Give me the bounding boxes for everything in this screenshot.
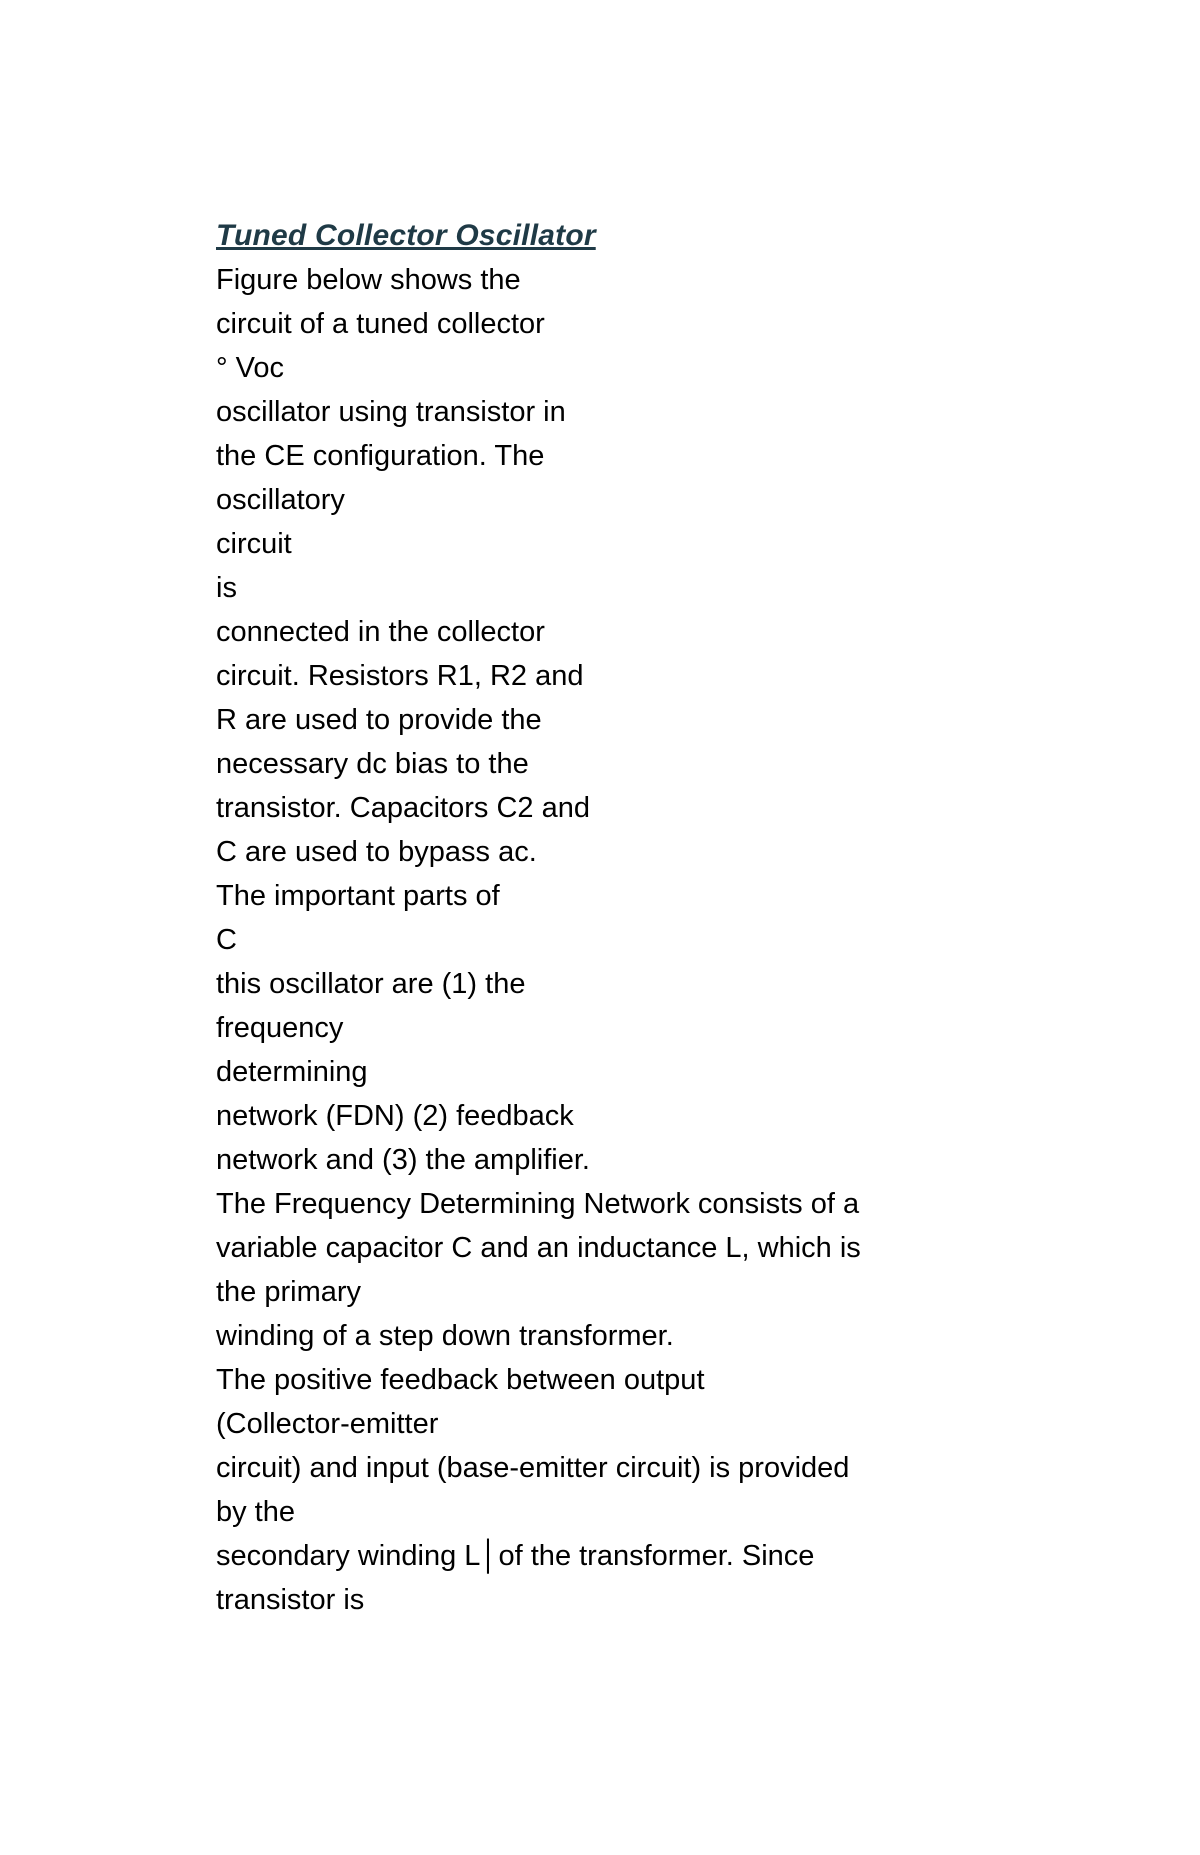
text-line: transistor is bbox=[216, 1584, 365, 1616]
document-body bbox=[216, 258, 1016, 1622]
text-line: The positive feedback between output bbox=[216, 1364, 705, 1396]
text-line: variable capacitor C and an inductance L, which is bbox=[216, 1232, 861, 1264]
text-line: frequency bbox=[216, 1012, 344, 1044]
text-line: The Frequency Determining Network consists of a bbox=[216, 1188, 860, 1220]
document-title: Tuned Collector Oscillator bbox=[216, 219, 596, 252]
text-line: winding of a step down transformer. bbox=[216, 1320, 674, 1352]
document-page bbox=[216, 214, 1016, 1622]
text-line: necessary dc bias to the bbox=[216, 748, 529, 780]
text-line: connected in the collector bbox=[216, 616, 545, 648]
text-line: is bbox=[216, 572, 237, 604]
text-line: by the bbox=[216, 1496, 295, 1528]
text-line: (Collector-emitter bbox=[216, 1408, 439, 1440]
text-line: The important parts of bbox=[216, 880, 500, 912]
text-line: circuit of a tuned collector bbox=[216, 308, 545, 340]
text-line: transistor. Capacitors C2 and bbox=[216, 792, 590, 824]
text-line: oscillator using transistor in bbox=[216, 396, 566, 428]
text-line: C are used to bypass ac. bbox=[216, 836, 537, 868]
text-line: this oscillator are (1) the bbox=[216, 968, 526, 1000]
text-line: Figure below shows the bbox=[216, 264, 521, 296]
text-line: circuit bbox=[216, 528, 292, 560]
text-line: the CE configuration. The bbox=[216, 440, 545, 472]
text-line: the primary bbox=[216, 1276, 362, 1308]
text-line: network (FDN) (2) feedback bbox=[216, 1100, 574, 1132]
text-line: network and (3) the amplifier. bbox=[216, 1144, 590, 1176]
text-line: circuit) and input (base-emitter circuit) is provided bbox=[216, 1452, 850, 1484]
text-line: oscillatory bbox=[216, 484, 345, 516]
text-line: C bbox=[216, 924, 237, 956]
text-line: R are used to provide the bbox=[216, 704, 542, 736]
text-line: determining bbox=[216, 1056, 368, 1088]
text-line: ° Voc bbox=[216, 352, 285, 384]
text-line: secondary winding L│of the transformer. Since bbox=[216, 1540, 815, 1572]
text-line: circuit. Resistors R1, R2 and bbox=[216, 660, 584, 692]
